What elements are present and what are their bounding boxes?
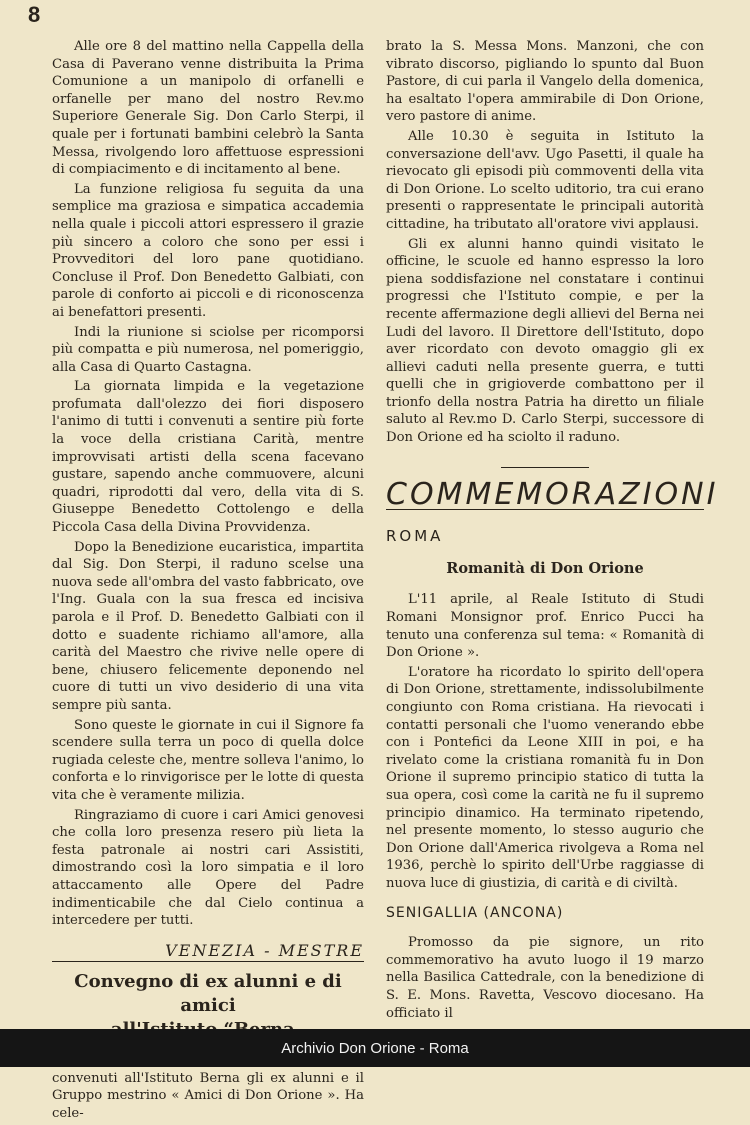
paragraph: La giornata limpida e la vegetazione profumata dall'olezzo dei fiori disposero l'animo di tutti i convenuti a sentire più forte la voce della cristiana Carità, mentre improvvisati artisti della scena facevano gustare, sapendo anche commuovere, alcuni quadri, riprodotti dal vero, della vita di S. Giuseppe Benedetto Cottolengo e della Piccola Casa della Divina Provvidenza. — [52, 379, 364, 536]
paragraph: L'11 aprile, al Reale Istituto di Studi Romani Monsignor prof. Enrico Pucci ha tenuto una conferenza sul tema: « Romanità di Don Orione ». — [386, 592, 704, 661]
paragraph: Alle 10.30 è seguita in Istituto la conversazione dell'avv. Ugo Pasetti, il quale ha rievocato gli episodi più commoventi della vita di Don Orione. Lo scelto uditorio, tra cui erano presenti o rappresentate le principali autorità cittadine, ha tributato all'oratore vivi applausi. — [386, 128, 704, 232]
right-column — [386, 38, 719, 1024]
paragraph: Ringraziamo di cuore i cari Amici genovesi che colla loro presenza resero più lieta la festa patronale ai nostri cari Assistiti, dimostrando così la loro simpatia e il loro attaccamento alle Opere del Padre indimenticabile che dal Cielo continua a intercedere per tutti. — [52, 807, 364, 929]
paragraph: L'oratore ha ricordato lo spirito dell'opera di Don Orione, strettamente, indissolubilmente congiunto con Roma cristiana. Ha rievocati i contatti personali che l'uomo venerando ebbe con i Pontefici da Leone XIII in poi, e ha rivelato come la cristiana romanità fu in Don Orione il supremo principio statico di tutta la sua opera, così come la carità ne fu il supremo principio dinamico. Ha terminato ripetendo, nel presente momento, lo stesso augurio che Don Orione dall'America rivolgeva a Roma nel 1936, perchè lo spirito dell'Urbe raggiasse di nuova luce di giustizia, di carità e di civiltà. — [386, 664, 704, 891]
divider — [501, 467, 589, 468]
paragraph: Promosso da pie signore, un rito commemorativo ha avuto luogo il 19 marzo nella Basilica Cattedrale, con la benedizione di S. E. Mons. Ravetta, Vescovo diocesano. Ha officiato il — [386, 935, 704, 1021]
page-number: 8 — [28, 2, 41, 27]
paragraph: Dopo la Benedizione eucaristica, impartita dal Sig. Don Sterpi, il raduno scelse una nuova sede all'ombra del vasto fabbricato, ove l'Ing. Guala con la sua fresca ed incisiva parola e il Prof. D. Benedetto Galbiati con il dotto e suadente richiamo all'amore, alla carità del Maestro che rivive nelle opere di bene, chiusero felicemente deponendo nel cuore di tutti un vivo desiderio di una vita sempre più santa. — [52, 539, 364, 713]
section-place-venezia: VENEZIA - MESTRE — [52, 942, 364, 963]
city-heading-roma: ROMA — [386, 527, 444, 546]
footer-text: Archivio Don Orione - Roma — [281, 1039, 469, 1057]
paragraph: Sono queste le giornate in cui il Signore fa scendere sulla terra un poco di quella dolce rugiada celeste che, mentre solleva l'animo, lo conforta e lo rinvigorisce per le lotte di questa vita che è veramente milizia. — [52, 717, 364, 803]
section-title: COMMEMORAZIONI — [386, 476, 719, 512]
city-heading-senigallia: SENIGALLIA (ANCONA) — [386, 904, 564, 921]
left-column — [52, 38, 364, 1125]
paragraph: Indi la riunione si sciolse per ricomporsi più compatta e più numerosa, nel pomeriggio, alla Casa di Quarto Castagna. — [52, 324, 364, 375]
paragraph: Gli ex alunni hanno quindi visitato le officine, le scuole ed hanno espresso la loro piena soddisfazione nel constatare i continui progressi che l'Istituto compie, e per la recente affermazione degli allievi del Berna nei Ludi del lavoro. Il Direttore dell'Istituto, dopo aver ricordato con devoto omaggio gli ex allievi caduti nella presente guerra, e tutti quelli che in grigioverde combattono per il trionfo della nostra Patria ha diretto un filiale saluto al Rev.mo D. Carlo Sterpi, successore di Don Orione ed ha sciolto il raduno. — [386, 236, 704, 446]
article-subhead: Romanità di Don Orione — [446, 559, 644, 577]
paragraph: brato la S. Messa Mons. Manzoni, che con vibrato discorso, pigliando lo spunto dal Buon Pastore, di cui parla il Vangelo della domenica, ha esaltato l'opera ammirabile di Don Orione, vero pastore di anime. — [386, 39, 704, 125]
paragraph: Alle ore 8 del mattino nella Cappella della Casa di Paverano venne distribuita la Prima Comunione a un manipolo di orfanelli e orfanelle per mano del nostro Rev.mo Superiore Generale Sig. Don Carlo Sterpi, il quale per i fortunati bambini celebrò la Santa Messa, rivolgendo loro affettuose espressioni di compiacimento e di incitamento al bene. — [52, 39, 364, 178]
archive-footer — [0, 1029, 750, 1067]
paragraph: La funzione religiosa fu seguita da una semplice ma graziosa e simpatica accademia nella quale i piccoli attori espressero il grazie più sincero a coloro che sono per essi i Provveditori del loro pane quotidiano. Concluse il Prof. Don Benedetto Galbiati, con parole di conforto ai piccoli e di riconoscenza ai benefattori presenti. — [52, 181, 364, 320]
paragraph: convenuti all'Istituto Berna gli ex alunni e il Gruppo mestrino « Amici di Don Orione ». Ha cele- — [52, 1070, 364, 1122]
headline-line-1: Convegno di ex alunni e di amici — [74, 971, 342, 1017]
